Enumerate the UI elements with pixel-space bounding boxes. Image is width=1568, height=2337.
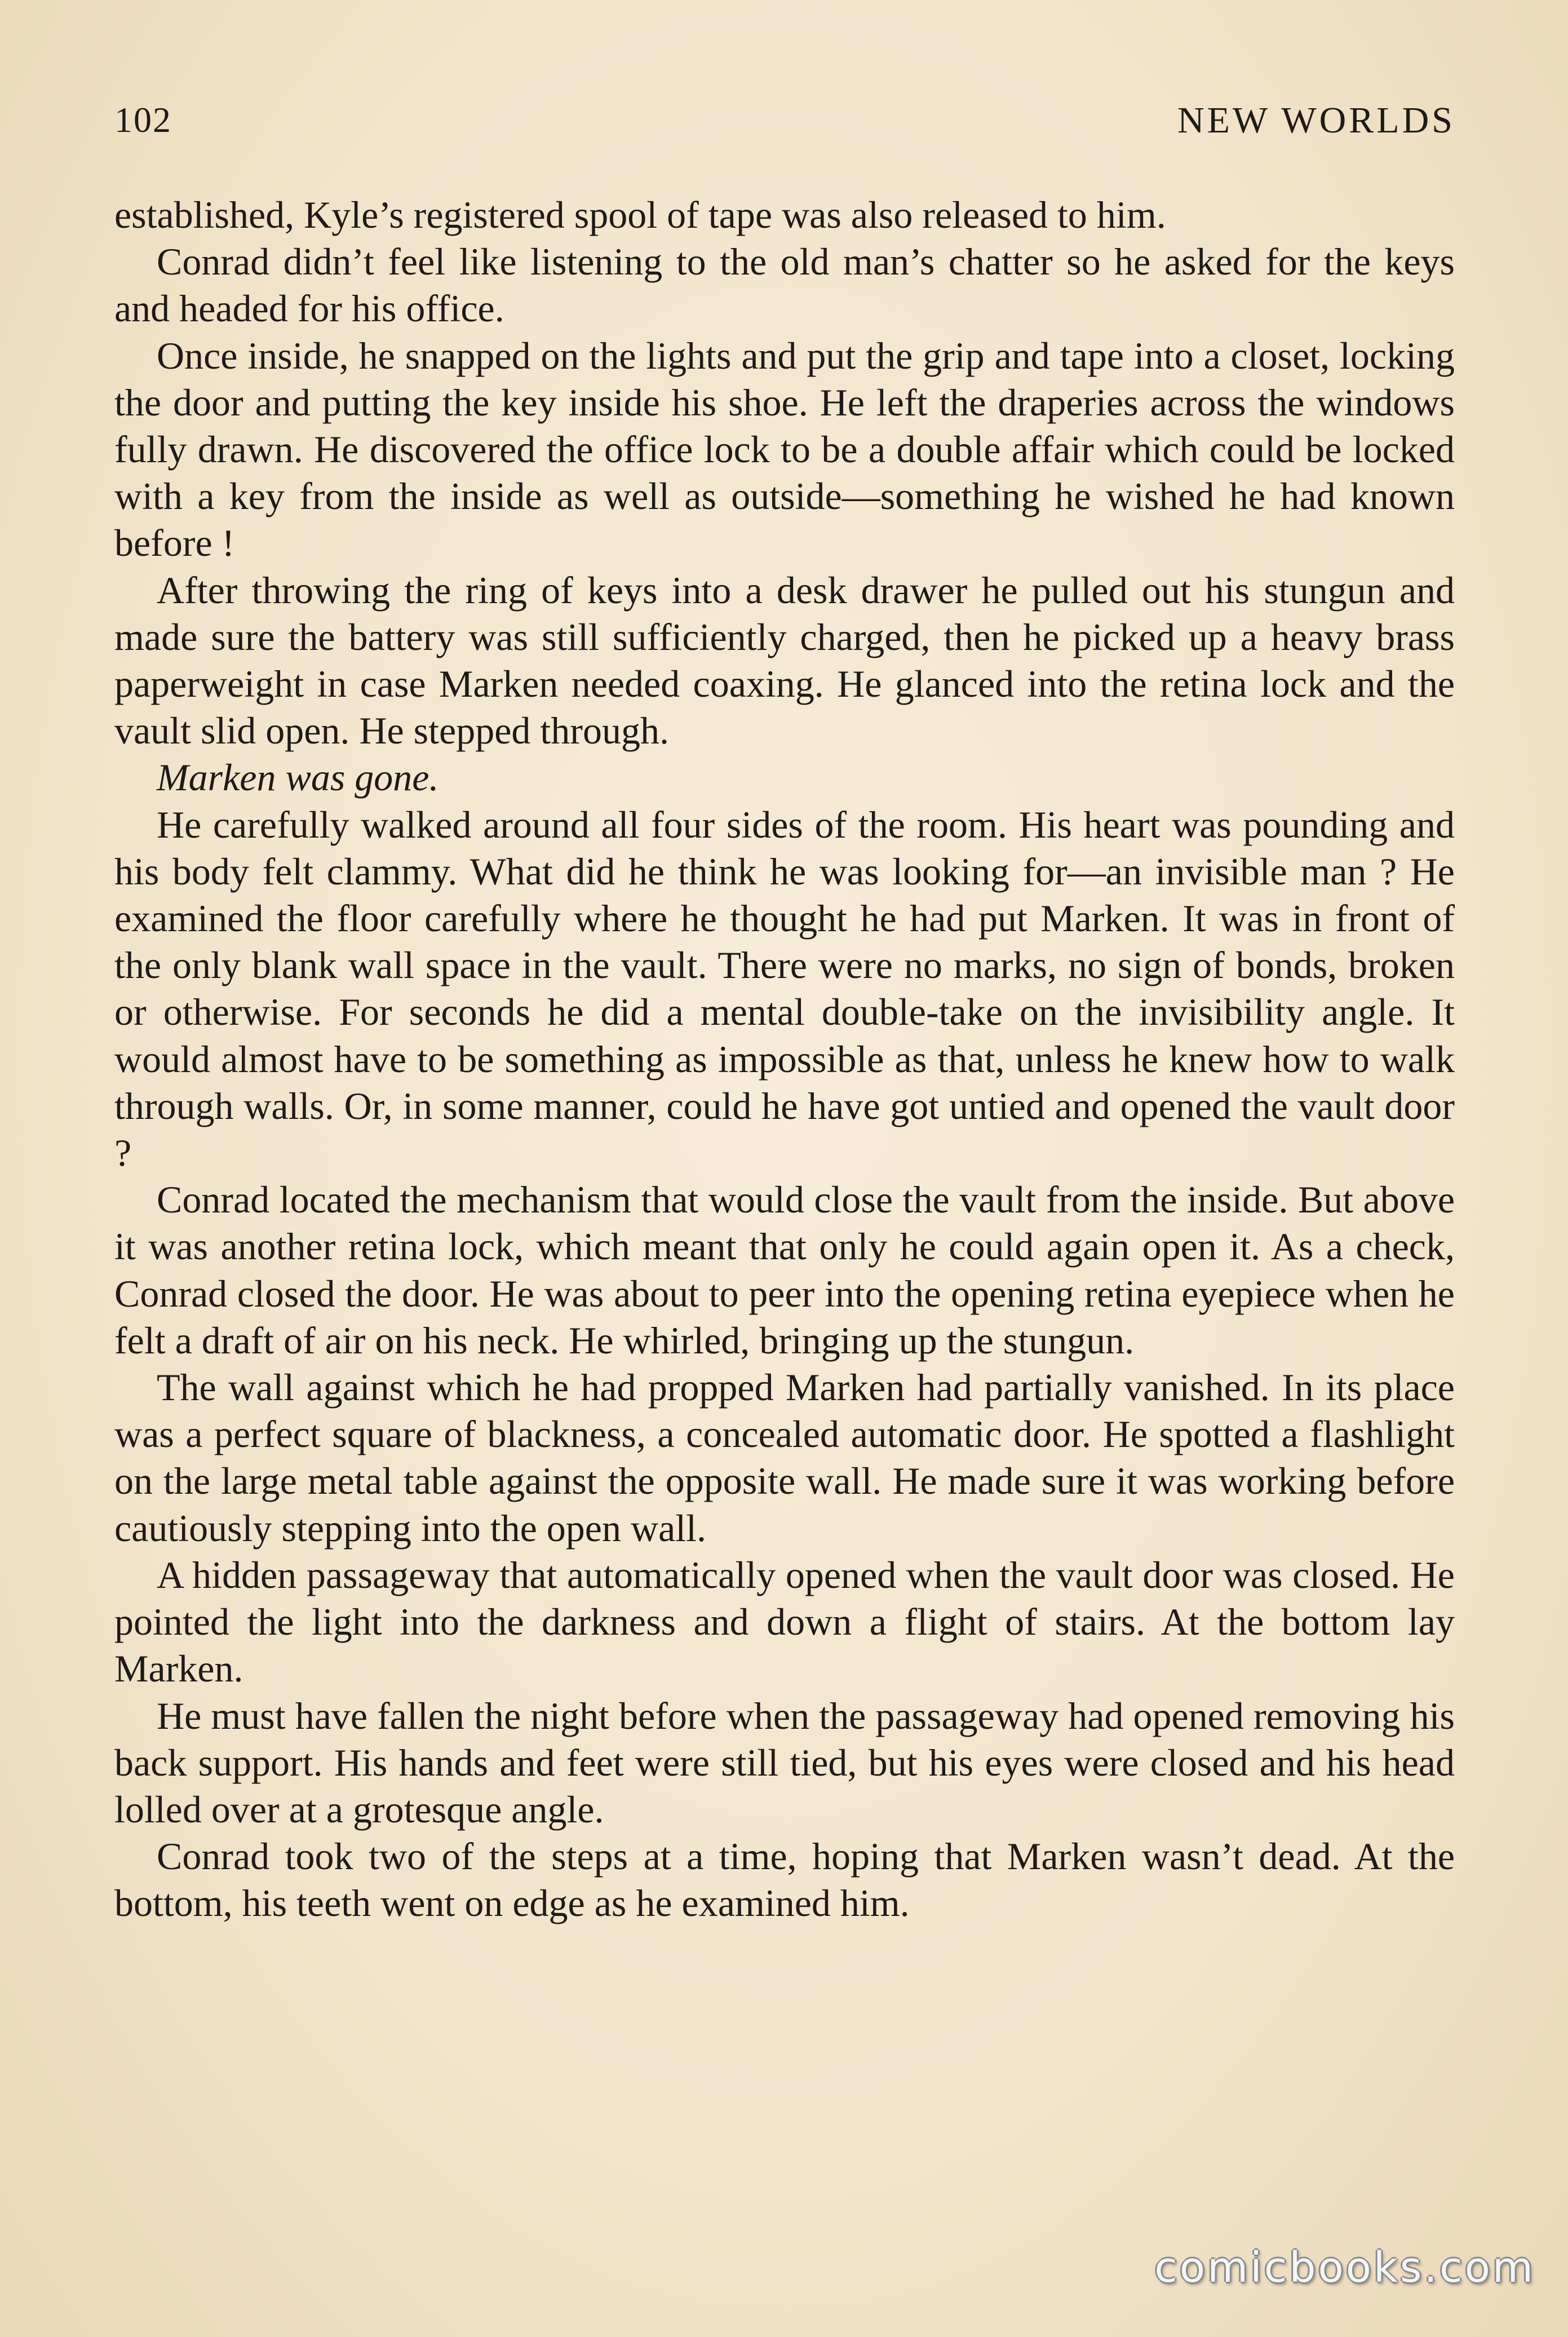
paragraph: He must have fallen the night before when the passageway had opened removing his back support. His hands and feet were still tied, but his eyes were closed and his head lolled over at a grotesque angle. <box>114 1694 1455 1831</box>
paragraph: Conrad took two of the steps at a time, hoping that Marken wasn’t dead. At the bottom, his teeth went on edge as he examined him. <box>114 1835 1455 1925</box>
running-head: NEW WORLDS <box>1177 100 1455 141</box>
paragraph: Conrad located the mechanism that would close the vault from the inside. But above it was another retina lock, which meant that only he could again open it. As a check, Conrad closed the door. He was about to peer into the opening retina eyepiece when he felt a draft of air on his neck. He whirled, bringing up the stungun. <box>114 1178 1455 1362</box>
page-number: 102 <box>114 100 172 140</box>
paragraph: established, Kyle’s registered spool of tape was also released to him. <box>114 193 1166 236</box>
page-header <box>114 99 1455 150</box>
paragraph: He carefully walked around all four sides of the room. His heart was pounding and his body felt clammy. What did he think he was looking for—an invisible man ? He examined the floor carefully where he thought he had put Marken. It was in front of the only blank wall space in the vault. There were no marks, no sign of bonds, broken or otherwise. For seconds he did a mental double-take on the invisibility angle. It would almost have to be something as impossible as that, unless he knew how to walk through walls. Or, in some manner, could he have got untied and opened the vault door ? <box>114 803 1455 1175</box>
paragraph: After throwing the ring of keys into a desk drawer he pulled out his stungun and made sure the battery was still sufficiently charged, then he picked up a heavy brass paperweight in case Marken needed coaxing. He glanced into the retina lock and the vault slid open. He stepped through. <box>114 568 1455 753</box>
paragraph-italic: Marken was gone. <box>157 756 439 799</box>
paragraph: The wall against which he had propped Marken had partially vanished. In its place was a perfect square of blackness, a concealed automatic door. He spotted a flashlight on the large metal table against the opposite wall. He made sure it was working before cautiously stepping into the open wall. <box>114 1366 1455 1550</box>
body-text <box>114 192 1455 1927</box>
paragraph: Once inside, he snapped on the lights and put the grip and tape into a closet, locking the door and putting the key inside his shoe. He left the draperies across the windows fully drawn. He discovered the office lock to be a double affair which could be locked with a key from the inside as well as outside—something he wished he had known before ! <box>114 334 1455 565</box>
watermark: comicbooks.com <box>1154 2243 1535 2292</box>
paragraph: Conrad didn’t feel like listening to the old man’s chatter so he asked for the keys and headed for his office. <box>114 240 1455 330</box>
paragraph: A hidden passageway that automatically opened when the vault door was closed. He pointed the light into the darkness and down a flight of stairs. At the bottom lay Marken. <box>114 1553 1455 1690</box>
